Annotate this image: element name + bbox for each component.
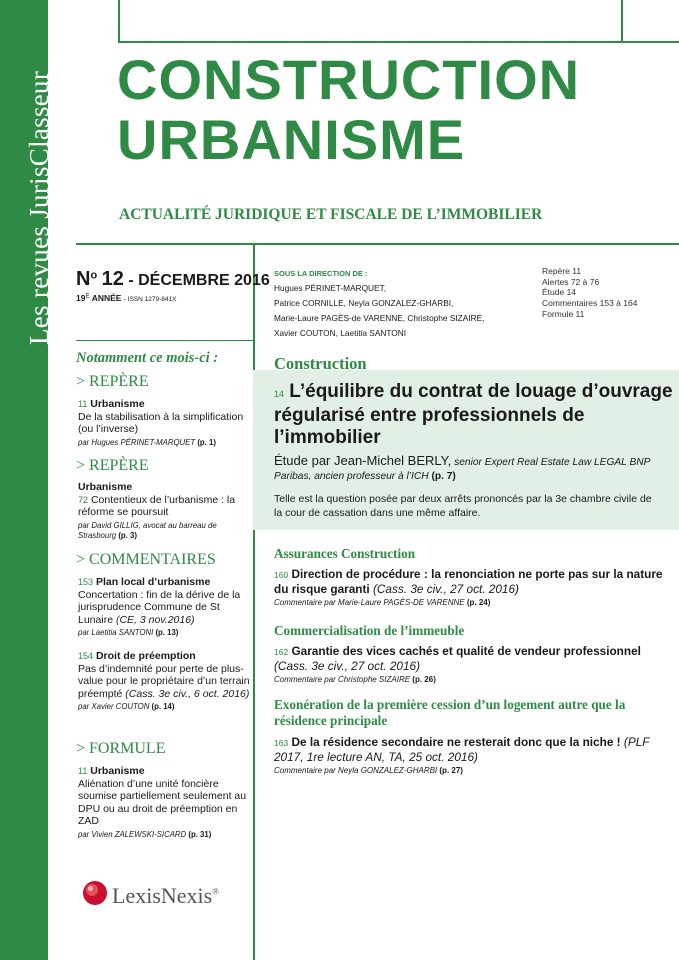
- item-author: par Laetitia SANTONI: [78, 628, 154, 637]
- item-author: par David GILLIG, avocat au barreau de Strasbourg: [78, 520, 217, 540]
- item-citation: (CE, 3 nov.2016): [115, 613, 195, 626]
- commentaire-154-item: [78, 650, 253, 712]
- top-right-vertical-rule: [621, 0, 623, 42]
- article-citation: (Cass. 3e civ., 27 oct. 2016): [274, 659, 420, 673]
- item-author: par Vivien ZALEWSKI-SICARD: [78, 829, 187, 839]
- lexisnexis-logo-text: [112, 883, 219, 909]
- editorial-direction: [274, 266, 484, 341]
- section-commercialisation: Commercialisation de l’immeuble: [274, 623, 465, 638]
- section-assurances: Assurances Construction: [274, 546, 416, 561]
- year-num: 19: [76, 293, 86, 303]
- item-page: (p. 14): [151, 702, 175, 711]
- article-author: Commentaire par Marie-Laure PAGÈS-DE VARENNE: [274, 598, 465, 607]
- article-page: (p. 24): [466, 598, 491, 607]
- article-163: [274, 735, 669, 776]
- item-text: Pas d’indemnité pour perte de plus-value pour le propriétaire d’un terrain préempté: [78, 662, 250, 700]
- index-line: Formule 11: [542, 308, 585, 319]
- issn: - ISSN 1279-841X: [123, 296, 177, 303]
- item-heading: Urbanisme: [78, 481, 133, 493]
- feature-number: 14: [274, 389, 285, 399]
- highlights-intro: Notamment ce mois-ci :: [76, 350, 219, 366]
- section-commentaires: > COMMENTAIRES: [76, 551, 216, 568]
- index-line: Repère 11: [542, 266, 582, 276]
- section-exoneration: Exonération de la première cession d’un logement autre que la résidence principale: [274, 697, 626, 728]
- index-line: Alertes 72 à 76: [542, 276, 600, 287]
- item-heading: Urbanisme: [90, 765, 145, 777]
- section-formule: > FORMULE: [76, 740, 166, 757]
- item-number: 11: [78, 766, 88, 776]
- journal-series-label: Les revues JurisClasseur: [24, 70, 54, 345]
- year-label: ANNÉE: [91, 293, 122, 303]
- issue-no-value: 12: [101, 268, 124, 290]
- item-page: (p. 3): [118, 530, 137, 540]
- article-162: [274, 644, 669, 685]
- item-text: Contentieux de l’urbanisme : la réforme se poursuit: [78, 493, 236, 518]
- article-heading: Garantie des vices cachés et qualité de vendeur professionnel: [291, 644, 641, 658]
- item-number: 11: [78, 399, 88, 409]
- issue-number: [76, 268, 270, 291]
- item-text: De la stabilisation à la simplification (ou l’inverse): [78, 410, 244, 435]
- feature-title-text: L’équilibre du contrat de louage d’ouvrage régularisé entre professionnels de l’immobilier: [274, 381, 673, 448]
- article-heading: De la résidence secondaire ne resterait donc que la niche !: [291, 735, 621, 749]
- item-page: (p. 31): [188, 829, 212, 839]
- masthead-title-line1: CONSTRUCTION: [117, 48, 581, 111]
- article-citation: (PLF 2017, 1re lecture AN, TA, 25 oct. 2016): [274, 735, 650, 764]
- direction-line: Hugues PÉRINET-MARQUET,: [274, 283, 387, 293]
- article-page: (p. 26): [412, 675, 436, 684]
- article-citation: (Cass. 3e civ., 27 oct. 2016): [372, 582, 519, 596]
- item-page: (p. 1): [197, 437, 216, 447]
- top-horizontal-rule: [118, 41, 679, 43]
- article-author: Commentaire par Neyla GONZALEZ-GHARBI: [274, 766, 438, 775]
- item-heading: Urbanisme: [90, 398, 145, 410]
- item-citation: (Cass. 3e civ., 6 oct. 2016): [125, 687, 250, 700]
- item-number: 72: [78, 494, 89, 505]
- item-heading: Plan local d’urbanisme: [95, 576, 211, 588]
- index-line: Commentaires 153 à 164: [542, 298, 638, 309]
- masthead-bottom-rule: [76, 243, 679, 245]
- direction-line: Marie-Laure PAGÈS-de VARENNE, Christophe SIZAIRE,: [274, 313, 485, 323]
- article-number: 160: [274, 570, 289, 580]
- lexisnexis-logo-icon: [82, 880, 108, 906]
- index-line: Étude 14: [542, 287, 577, 298]
- masthead-subtitle: ACTUALITÉ JURIDIQUE ET FISCALE DE L’IMMOBILIER: [119, 206, 543, 223]
- direction-line: Patrice CORNILLE, Neyla GONZALEZ-GHARBI,: [274, 298, 454, 308]
- article-number: 162: [274, 647, 289, 657]
- left-column-rule: [76, 340, 253, 341]
- item-number: 154: [78, 651, 94, 661]
- repere-1-item: [78, 398, 253, 448]
- section-construction: Construction: [274, 354, 367, 373]
- top-vertical-rule: [118, 0, 120, 42]
- commentaire-153-item: [78, 576, 253, 638]
- direction-line: Xavier COUTON, Laetitia SANTONI: [274, 328, 407, 338]
- feature-etude: Étude par Jean-Michel BERLY,: [274, 453, 452, 468]
- feature-summary: Telle est la question posée par deux arrêts prononcés par la 3e chambre civile de la cour de cassation dans une même affaire.: [274, 493, 652, 519]
- feature-page: (p. 7): [431, 471, 456, 482]
- issue-date: - DÉCEMBRE 2016: [128, 272, 270, 289]
- repere-2-item: [78, 481, 253, 541]
- article-author: Commentaire par Christophe SIZAIRE: [274, 675, 411, 684]
- issue-no-prefix: N: [76, 268, 91, 290]
- issue-no-sup: o: [90, 269, 98, 282]
- section-repere-2: > REPÈRE: [76, 457, 149, 474]
- article-number: 163: [274, 738, 289, 748]
- article-heading: Direction de procédure : la renonciation ne porte pas sur la nature du risque garanti: [274, 567, 663, 596]
- item-heading: Droit de préemption: [95, 650, 196, 662]
- contents-index: [542, 266, 637, 320]
- item-page: (p. 13): [155, 628, 179, 637]
- feature-author-role: senior Expert Real Estate Law LEGAL BNP Paribas, ancien professeur à l’ICH: [274, 457, 651, 482]
- logo-wordmark: LexisNexis: [112, 883, 213, 908]
- item-text: Concertation : fin de la dérive de la jurisprudence Commune de St Lunaire: [78, 588, 241, 626]
- year-sup: E: [85, 293, 90, 300]
- issue-year: [76, 293, 176, 303]
- feature-title: [274, 381, 674, 449]
- item-author: par Hugues PÉRINET-MARQUET: [78, 437, 196, 447]
- feature-author: [274, 454, 674, 484]
- column-divider: [253, 243, 255, 960]
- item-number: 153: [78, 577, 94, 587]
- item-author: par Xavier COUTON: [78, 702, 150, 711]
- masthead-title-line2: URBANISME: [117, 108, 466, 171]
- formule-item: [78, 765, 253, 840]
- article-page: (p. 27): [439, 766, 463, 775]
- direction-heading: SOUS LA DIRECTION DE :: [274, 269, 368, 278]
- article-160: [274, 567, 669, 608]
- item-text: Aliénation d’une unité foncière soumise partiellement seulement au DPU ou au droit de préemption en ZAD: [78, 777, 247, 827]
- section-repere-1: > REPÈRE: [76, 373, 149, 390]
- logo-registered: ®: [212, 886, 220, 897]
